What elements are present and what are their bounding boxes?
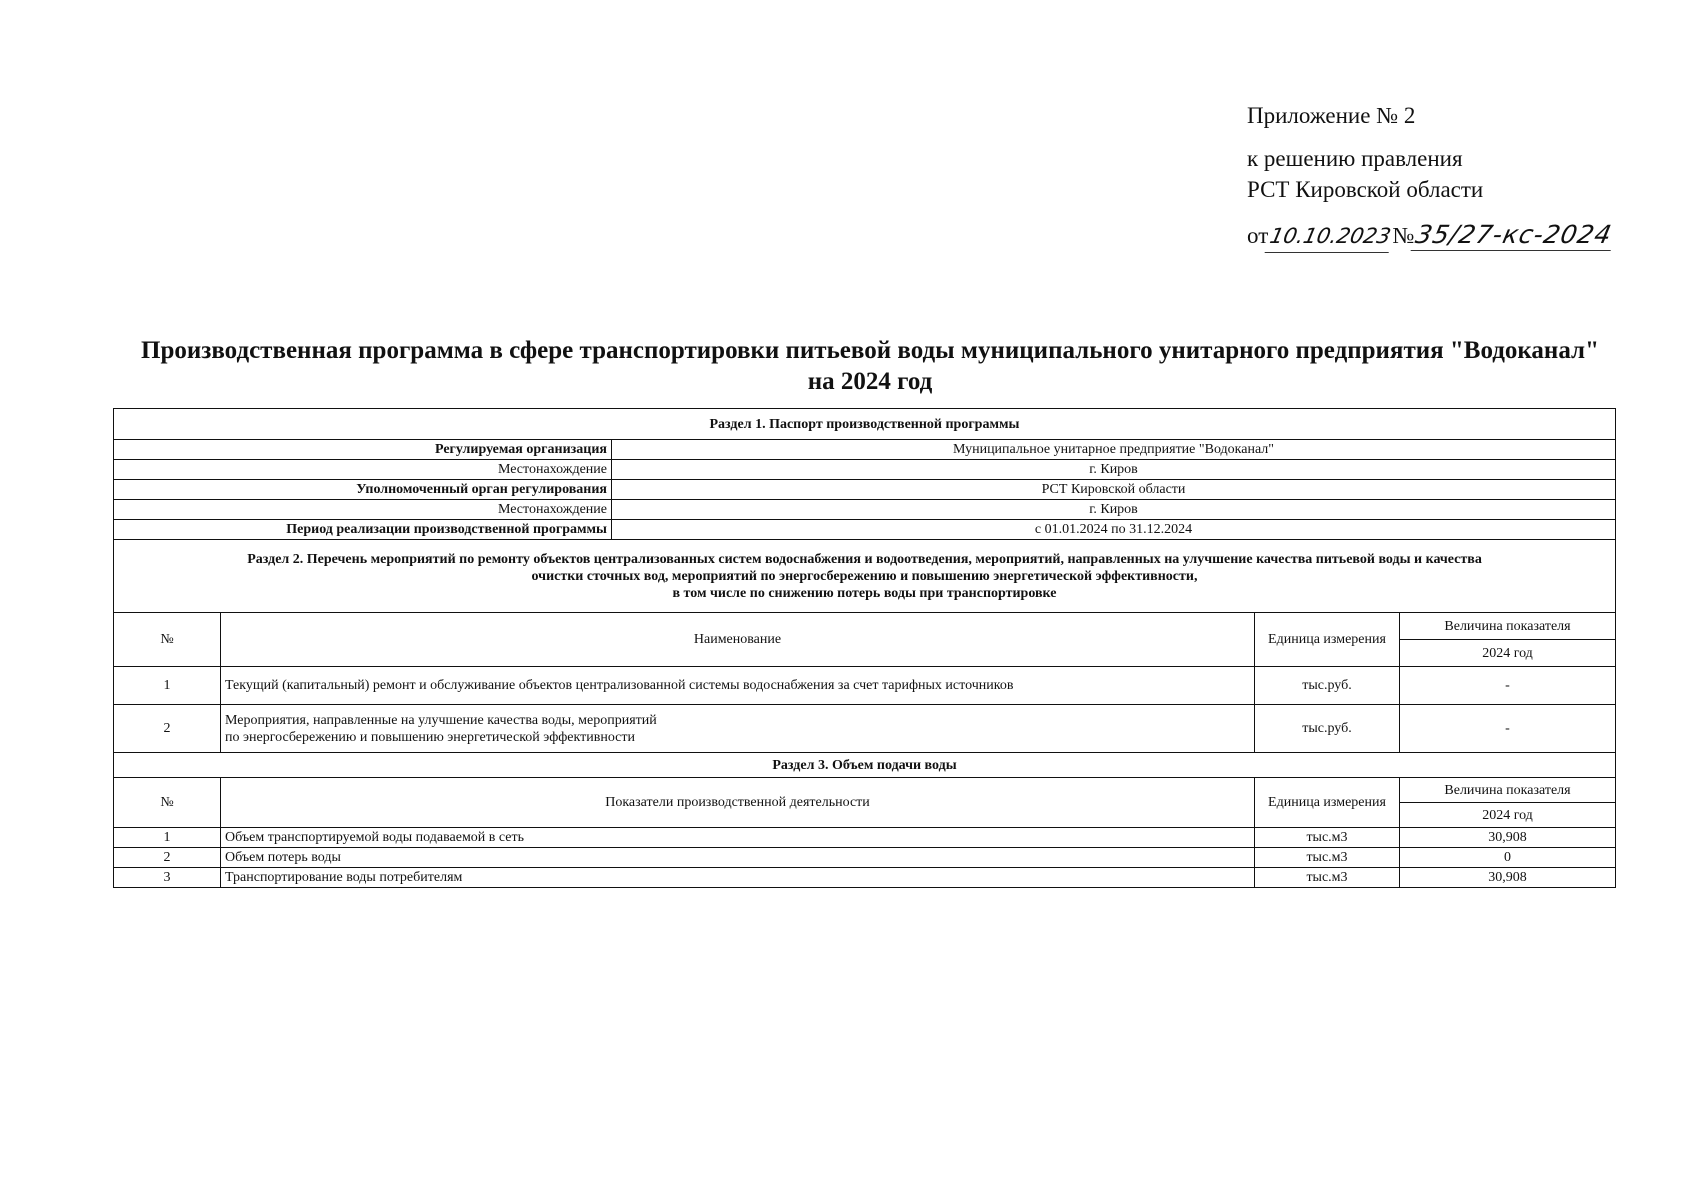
passport-value: Муниципальное унитарное предприятие "Водоканал": [612, 440, 1616, 460]
row-name: Объем транспортируемой воды подаваемой в сеть: [221, 828, 1255, 848]
row-value: -: [1400, 705, 1616, 753]
section2-header-row: [114, 613, 1616, 640]
section3-header-row: [114, 778, 1616, 803]
section3-heading-row: [114, 753, 1616, 778]
row-name: Транспортирование воды потребителям: [221, 868, 1255, 888]
passport-row: [114, 480, 1616, 500]
col-header-year: 2024 год: [1400, 640, 1616, 667]
appendix-block: [1247, 100, 1614, 253]
col-header-no: №: [114, 778, 221, 828]
col-header-name: Показатели производственной деятельности: [221, 778, 1255, 828]
title-line-1: Производственная программа в сфере транспортировки питьевой воды муниципального унитарного предприятия "Водоканал": [141, 337, 1599, 364]
row-unit: тыс.руб.: [1255, 705, 1400, 753]
row-no: 2: [114, 705, 221, 753]
row-unit: тыс.руб.: [1255, 667, 1400, 705]
passport-label: Период реализации производственной программы: [114, 520, 612, 540]
passport-label: Местонахождение: [114, 500, 612, 520]
row-unit: тыс.м3: [1255, 848, 1400, 868]
passport-label: Регулируемая организация: [114, 440, 612, 460]
table-row: [114, 828, 1616, 848]
table-row: [114, 705, 1616, 753]
row-name: Текущий (капитальный) ремонт и обслуживание объектов централизованной системы водоснабжения за счет тарифных источников: [221, 667, 1255, 705]
passport-label: Уполномоченный орган регулирования: [114, 480, 612, 500]
row-value: -: [1400, 667, 1616, 705]
passport-value: г. Киров: [612, 500, 1616, 520]
row-value: 30,908: [1400, 828, 1616, 848]
table-row: [114, 667, 1616, 705]
section1-heading-row: [114, 409, 1616, 440]
row-unit: тыс.м3: [1255, 828, 1400, 848]
row-name: [221, 705, 1255, 753]
row-no: 3: [114, 868, 221, 888]
col-header-value: Величина показателя: [1400, 778, 1616, 803]
appendix-decision: к решению правления: [1247, 146, 1463, 171]
row-value: 30,908: [1400, 868, 1616, 888]
table-row: [114, 868, 1616, 888]
production-program-table: [113, 408, 1616, 888]
passport-label: Местонахождение: [114, 460, 612, 480]
section3-heading: Раздел 3. Объем подачи воды: [114, 753, 1616, 778]
number-label: №: [1392, 223, 1415, 248]
col-header-year: 2024 год: [1400, 803, 1616, 828]
col-header-unit: Единица измерения: [1255, 778, 1400, 828]
row-no: 2: [114, 848, 221, 868]
title-line-2: на 2024 год: [807, 368, 933, 395]
appendix-authority: РСТ Кировской области: [1247, 177, 1484, 202]
decision-signature-line: [1247, 219, 1614, 253]
row-name-line: по энергосбережению и повышению энергетической эффективности: [225, 729, 635, 745]
section1-heading: Раздел 1. Паспорт производственной программы: [114, 409, 1616, 440]
from-label: от: [1247, 223, 1269, 248]
row-value: 0: [1400, 848, 1616, 868]
passport-row: [114, 460, 1616, 480]
table-row: [114, 848, 1616, 868]
row-no: 1: [114, 667, 221, 705]
section2-heading-line: очистки сточных вод, мероприятий по энергосбережению и повышению энергетической эффективности,: [531, 568, 1198, 584]
section2-heading-line: в том числе по снижению потерь воды при транспортировке: [672, 585, 1057, 601]
row-name-line: Мероприятия, направленные на улучшение качества воды, мероприятий: [225, 712, 657, 728]
row-name: Объем потерь воды: [221, 848, 1255, 868]
passport-row: [114, 440, 1616, 460]
section2-heading: [114, 540, 1616, 613]
handwritten-number: 35/27-кс-2024: [1411, 219, 1617, 251]
passport-value: г. Киров: [612, 460, 1616, 480]
col-header-unit: Единица измерения: [1255, 613, 1400, 667]
passport-value: РСТ Кировской области: [612, 480, 1616, 500]
passport-row: [114, 520, 1616, 540]
handwritten-date: 10.10.2023: [1265, 221, 1396, 253]
document-title: [100, 335, 1640, 397]
section2-heading-row: [114, 540, 1616, 613]
passport-row: [114, 500, 1616, 520]
col-header-no: №: [114, 613, 221, 667]
row-no: 1: [114, 828, 221, 848]
row-unit: тыс.м3: [1255, 868, 1400, 888]
section2-heading-line: Раздел 2. Перечень мероприятий по ремонту объектов централизованных систем водоснабжения и водоотведения, мероприятий, направленных на улучшение качества питьевой воды и качества: [247, 551, 1482, 567]
col-header-name: Наименование: [221, 613, 1255, 667]
appendix-number: Приложение № 2: [1247, 103, 1416, 128]
passport-value: с 01.01.2024 по 31.12.2024: [612, 520, 1616, 540]
col-header-value: Величина показателя: [1400, 613, 1616, 640]
